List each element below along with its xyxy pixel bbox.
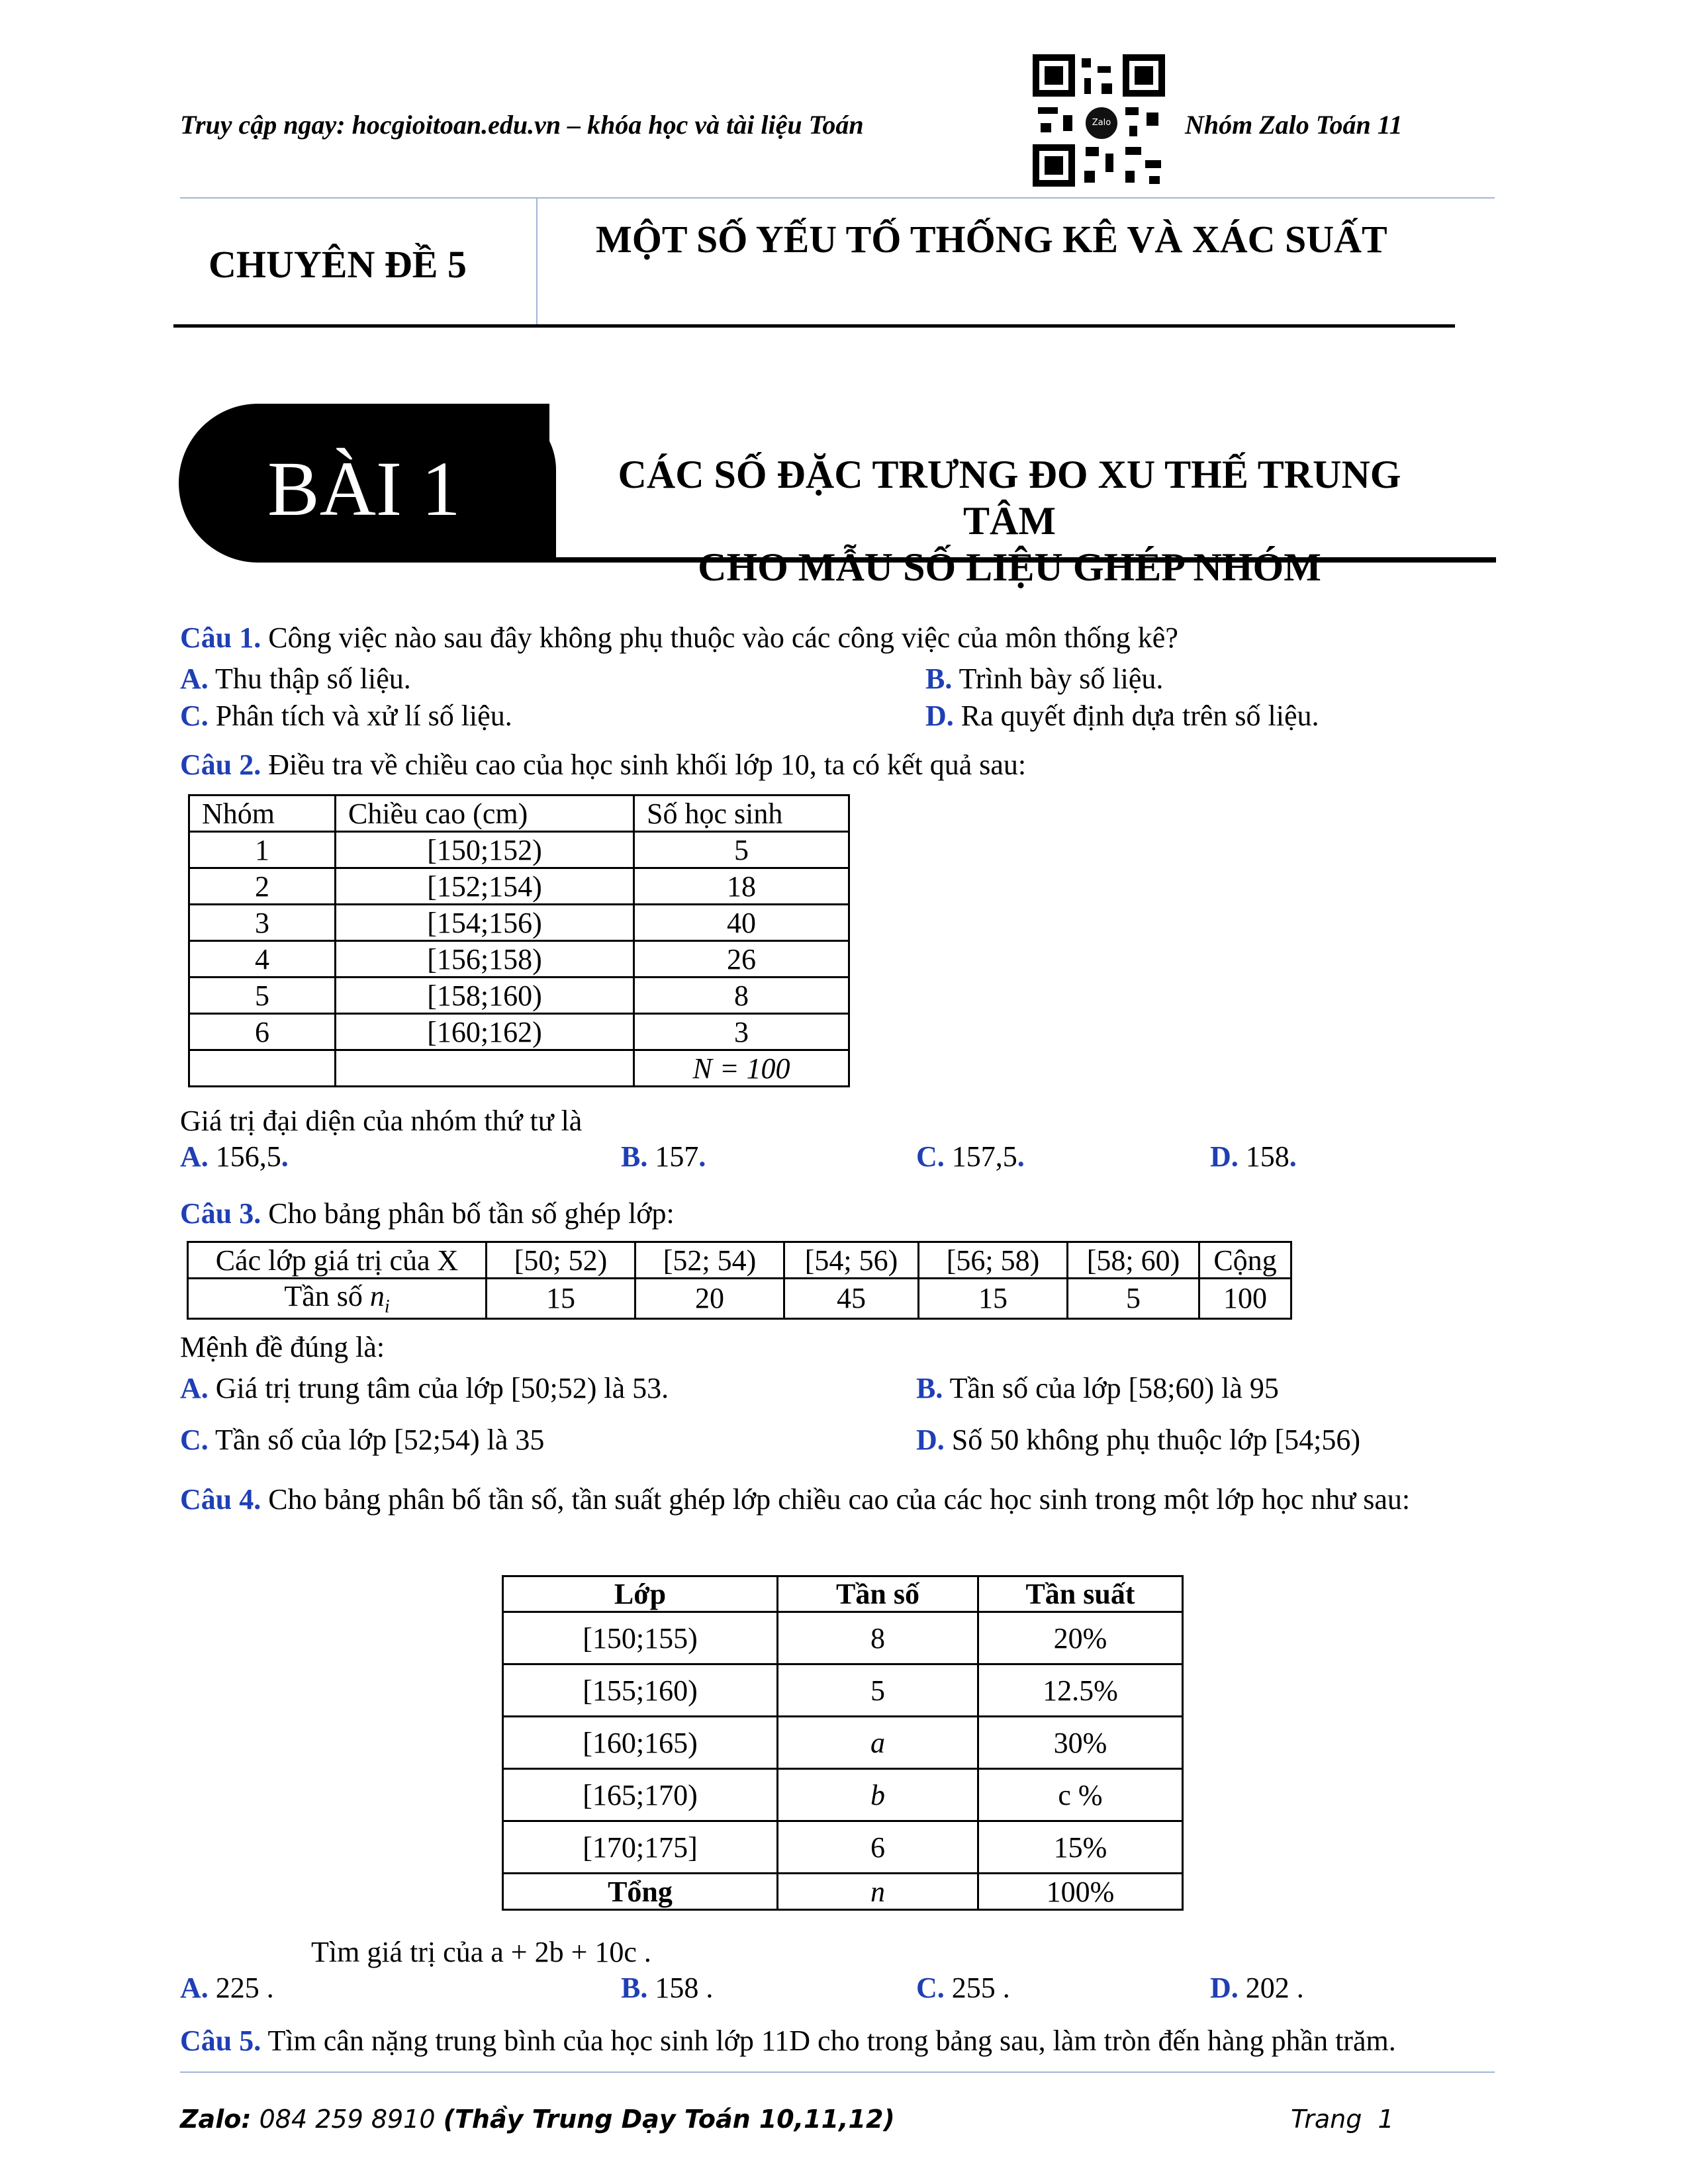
q1-option-a: A. Thu thập số liệu. bbox=[180, 662, 411, 695]
question-4: Câu 4. Cho bảng phân bố tần số, tần suất ghép lớp chiều cao của các học sinh trong một lớp học như sau: bbox=[180, 1483, 1411, 1516]
question-5: Câu 5. Tìm cân nặng trung bình của học sinh lớp 11D cho trong bảng sau, làm tròn đến hàng phần trăm. bbox=[180, 2025, 1396, 2057]
table-row: [165;170) b c % bbox=[503, 1769, 1183, 1821]
q2-height-table: Nhóm Chiều cao (cm) Số học sinh 1 [150;152) 5 2 [152;154) 18 3 [154;156) 40 4 [156;158) 26 5 [158;160) 8 6 [160;162) 3 N = 100 bbox=[188, 794, 850, 1087]
q2-option-c: C. 157,5. bbox=[916, 1140, 1025, 1173]
q2-option-b: B. 157. bbox=[621, 1140, 706, 1173]
table-row: [170;175] 6 15% bbox=[503, 1821, 1183, 1874]
q4-option-b: B. 158 . bbox=[621, 1972, 714, 2004]
topic-underline bbox=[173, 324, 1455, 328]
lesson-title: CÁC SỐ ĐẶC TRƯNG ĐO XU THẾ TRUNG TÂM CHO MẪU SỐ LIỆU GHÉP NHÓM bbox=[618, 453, 1401, 589]
q1-option-d: D. Ra quyết định dựa trên số liệu. bbox=[925, 700, 1319, 732]
topic-divider bbox=[536, 197, 538, 327]
zalo-logo-icon: Zalo bbox=[1083, 105, 1120, 142]
table-row: [150;155) 8 20% bbox=[503, 1612, 1183, 1664]
q3-prompt: Mệnh đề đúng là: bbox=[180, 1331, 385, 1363]
lesson-badge-label: BÀI 1 bbox=[267, 445, 461, 532]
q3-frequency-table: Các lớp giá trị của X [50; 52) [52; 54) [54; 56) [56; 58) [58; 60) Cộng Tần số $n_i$ 15 20 45 15 5 100 bbox=[187, 1241, 1292, 1320]
table-row: Tần số $n_i$ 15 20 45 15 5 100 bbox=[188, 1279, 1291, 1319]
question-3: Câu 3. Cho bảng phân bố tần số ghép lớp: bbox=[180, 1197, 675, 1230]
q3-option-d: D. Số 50 không phụ thuộc lớp [54;56) bbox=[916, 1424, 1361, 1456]
question-1: Câu 1. Công việc nào sau đây không phụ thuộc vào các công việc của môn thống kê? bbox=[180, 621, 1178, 654]
q4-option-d: D. 202 . bbox=[1210, 1972, 1304, 2004]
q1-option-c: C. Phân tích và xử lí số liệu. bbox=[180, 700, 512, 732]
table-row: 6 [160;162) 3 bbox=[189, 1014, 849, 1050]
header-divider bbox=[180, 197, 1495, 199]
q3-option-b: B. Tần số của lớp [58;60) là 95 bbox=[916, 1372, 1279, 1404]
q4-option-c: C. 255 . bbox=[916, 1972, 1010, 2004]
table-row: Tổng n 100% bbox=[503, 1874, 1183, 1910]
footer-contact: Zalo: 084 259 8910 (Thầy Trung Dạy Toán 10,11,12) bbox=[180, 2105, 895, 2134]
q1-option-b: B. Trình bày số liệu. bbox=[925, 662, 1164, 695]
table-row: 5 [158;160) 8 bbox=[189, 978, 849, 1014]
q2-option-d: D. 158. bbox=[1210, 1140, 1297, 1173]
table-row: 3 [154;156) 40 bbox=[189, 905, 849, 941]
table-row: [155;160) 5 12.5% bbox=[503, 1664, 1183, 1717]
footer-divider bbox=[180, 2071, 1495, 2073]
header-site-text: Truy cập ngay: hocgioitoan.edu.vn – khóa học và tài liệu Toán bbox=[180, 110, 864, 140]
q4-option-a: A. 225 . bbox=[180, 1972, 274, 2004]
q3-option-a: A. Giá trị trung tâm của lớp [50;52) là 53. bbox=[180, 1372, 669, 1404]
table-row: 2 [152;154) 18 bbox=[189, 868, 849, 905]
table-row: N = 100 bbox=[189, 1050, 849, 1087]
header-zalo-group: Nhóm Zalo Toán 11 bbox=[1185, 110, 1403, 140]
question-2: Câu 2. Điều tra về chiều cao của học sinh khối lớp 10, ta có kết quả sau: bbox=[180, 749, 1027, 781]
topic-title: MỘT SỐ YẾU TỐ THỐNG KÊ VÀ XÁC SUẤT bbox=[596, 218, 1387, 261]
qr-code bbox=[1033, 54, 1165, 187]
table-row: [160;165) a 30% bbox=[503, 1717, 1183, 1769]
q4-frequency-table: Lớp Tần số Tần suất [150;155) 8 20% [155;160) 5 12.5% [160;165) a 30% [165;170) b c % [170;175] 6 15% Tổng n 100% bbox=[502, 1575, 1184, 1911]
table-row: 4 [156;158) 26 bbox=[189, 941, 849, 978]
table-row: 1 [150;152) 5 bbox=[189, 832, 849, 868]
q4-prompt: Tìm giá trị của a + 2b + 10c . bbox=[311, 1936, 651, 1968]
q2-prompt: Giá trị đại diện của nhóm thứ tư là bbox=[180, 1105, 583, 1137]
page-number: Trang 1 bbox=[1291, 2105, 1394, 2134]
q2-option-a: A. 156,5. bbox=[180, 1140, 289, 1173]
topic-label: CHUYÊN ĐỀ 5 bbox=[209, 243, 467, 286]
q3-option-c: C. Tần số của lớp [52;54) là 35 bbox=[180, 1424, 545, 1456]
